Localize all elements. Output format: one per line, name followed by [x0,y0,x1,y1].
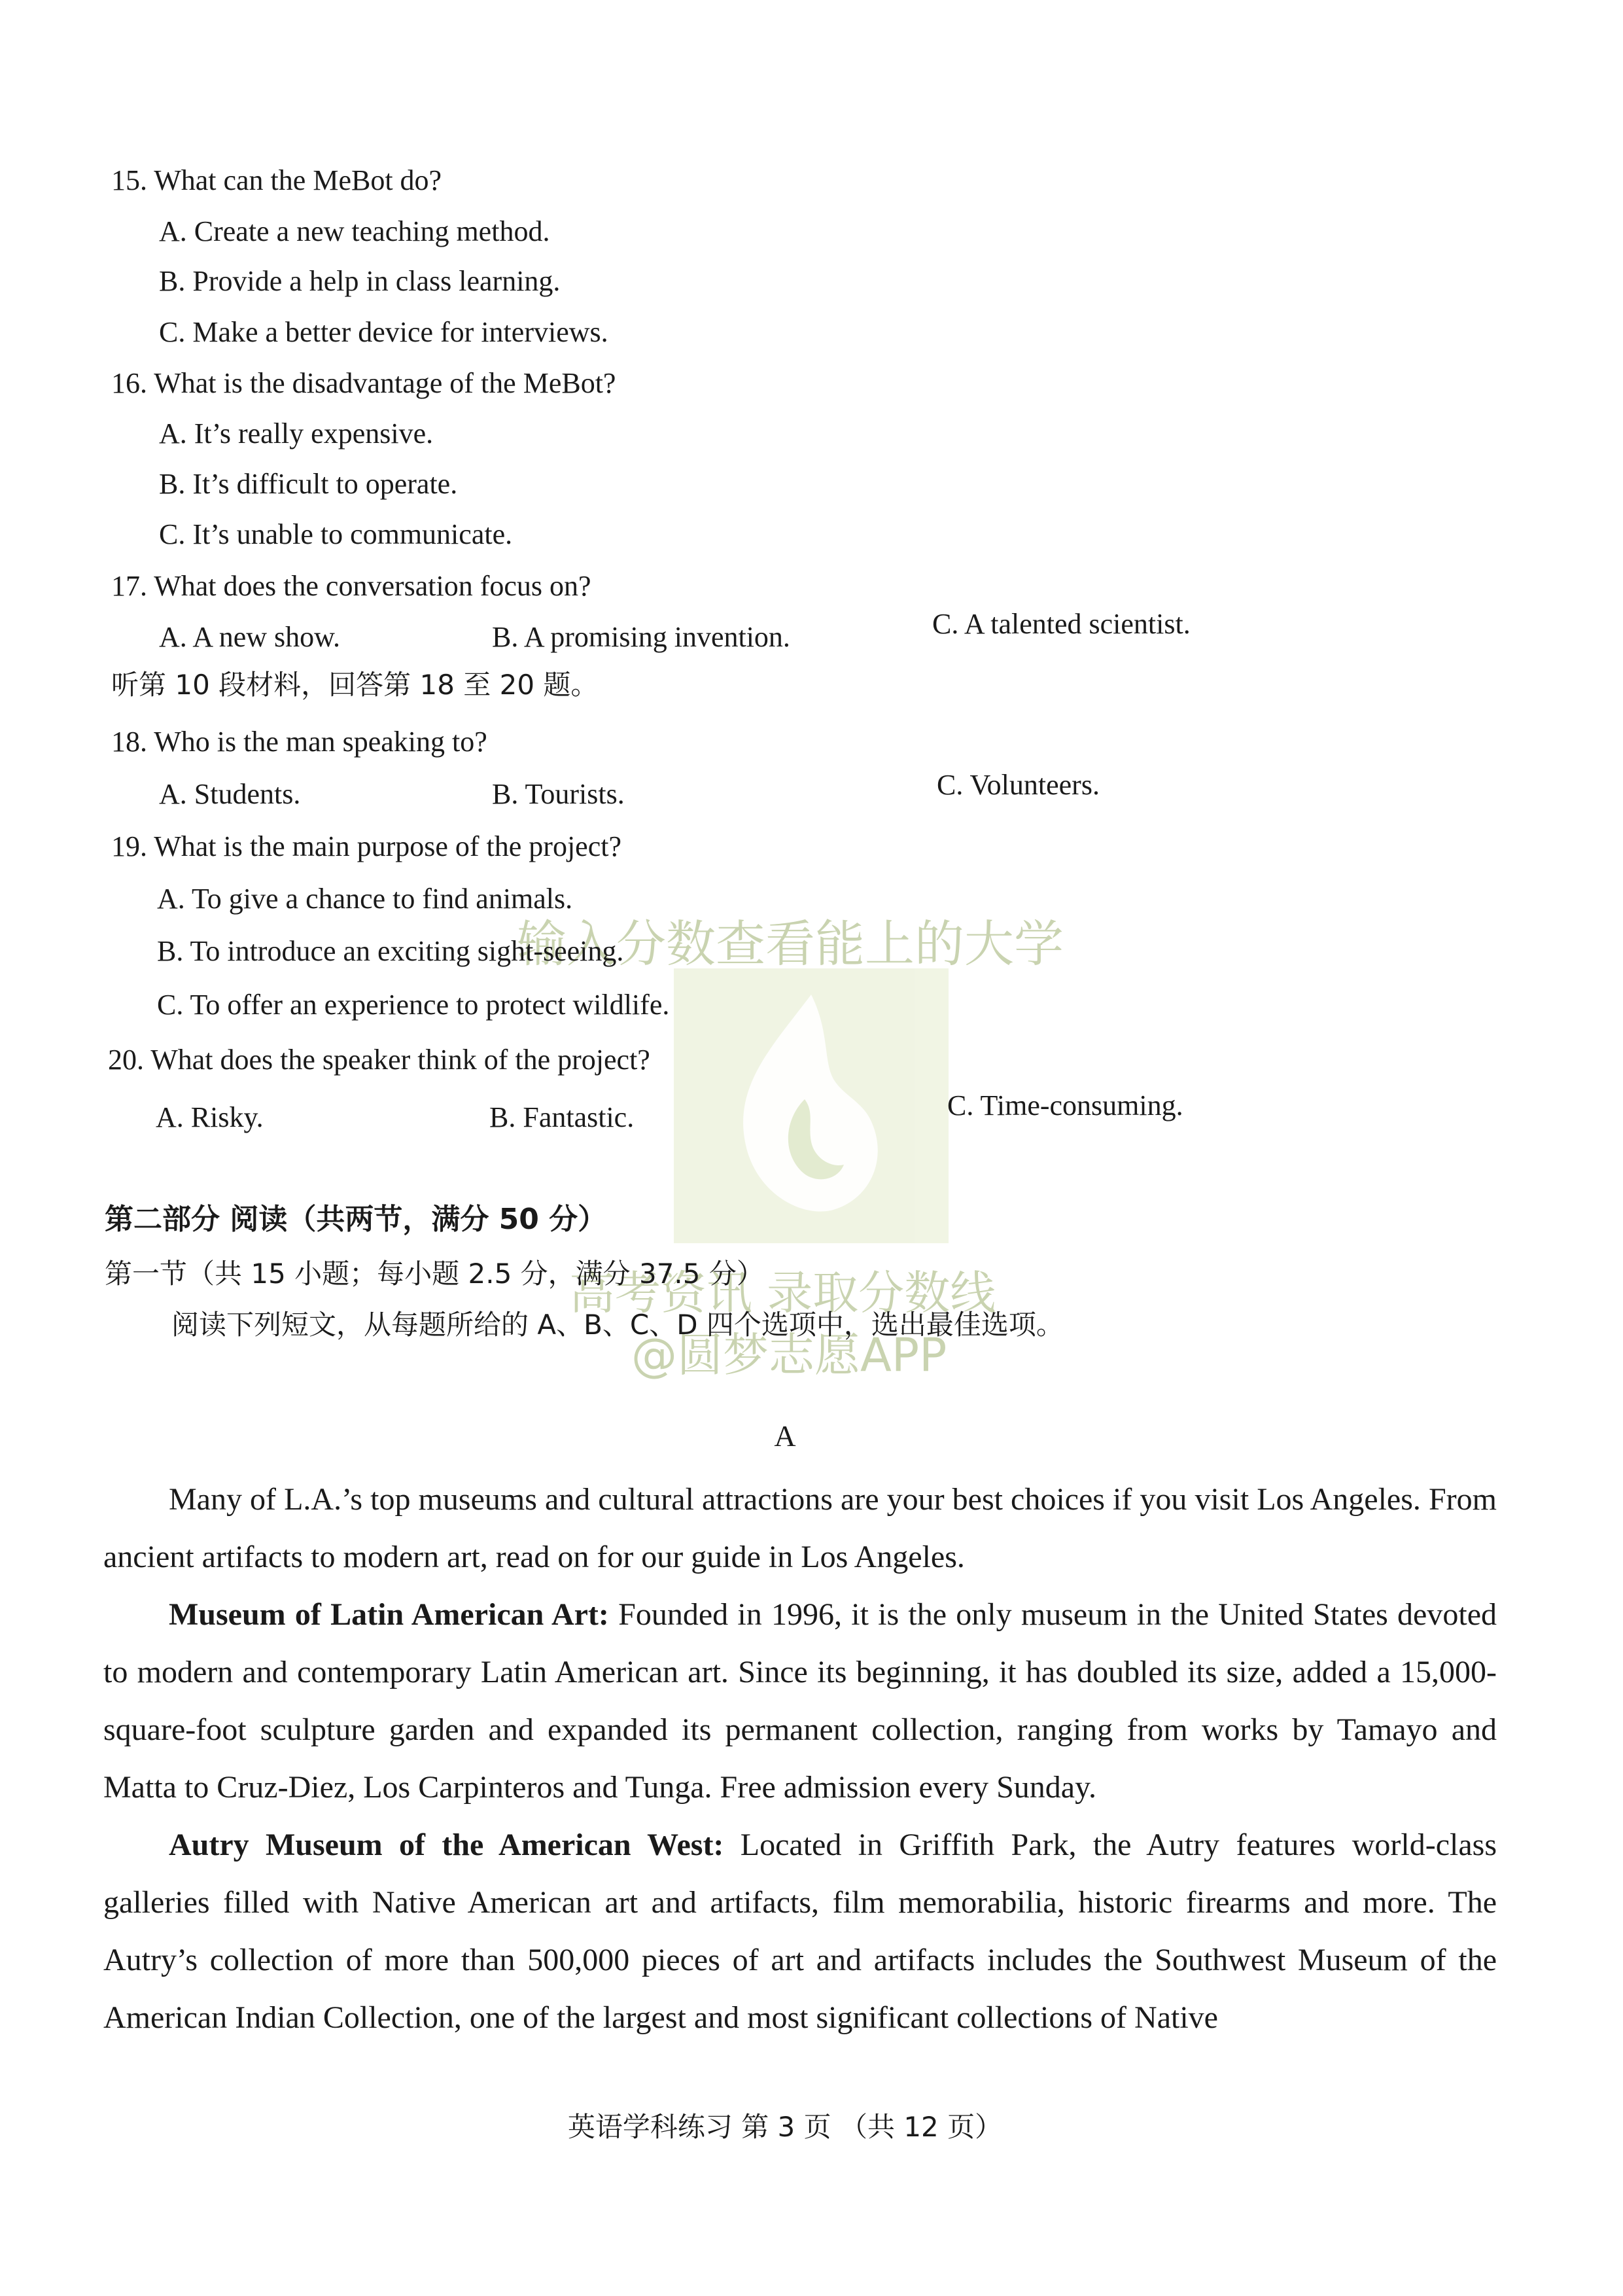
listening-instruction-10: 听第 10 段材料，回答第 18 至 20 题。 [111,669,599,701]
section1-instruction: 阅读下列短文，从每题所给的 A、B、C、D 四个选项中，选出最佳选项。 [171,1309,1064,1341]
question-19-option-a: A. To give a chance to find animals. [157,883,573,915]
museum-1-description: Founded in 1996, it is the only museum in the United States devoted to modern and contemporary Latin American art. Since its beginning, it has doubled its size, added a 15,000-square-foot sculpture garden and expanded its permanent collection, ranging from works by Tamayo and Matta to Cruz-Diez, Los Carpinteros and Tunga. Free admission every Sunday. [103,1597,1497,1805]
question-19-option-b: B. To introduce an exciting sight-seeing. [157,935,624,967]
question-17-option-a: A. A new show. [159,621,341,653]
question-16-option-c: C. It’s unable to communicate. [159,518,513,550]
question-16-option-a: A. It’s really expensive. [159,417,434,450]
museum-2-name: Autry Museum of the American West: [169,1828,724,1862]
question-16-option-b: B. It’s difficult to operate. [159,468,458,500]
question-15-option-b: B. Provide a help in class learning. [159,265,561,297]
question-18-option-a: A. Students. [159,778,301,810]
question-18-options [0,769,1570,817]
watermark-text-1: 输入分数查看能上的大学 [517,915,1064,973]
question-20-stem: 20. What does the speaker think of the project? [108,1044,650,1076]
question-17-stem: 17. What does the conversation focus on? [111,570,591,602]
watermark-text-2: 高考资讯 录取分数线 [569,1266,996,1320]
question-20-options [0,1089,1570,1140]
question-17-option-c: C. A talented scientist. [932,608,1191,640]
question-15-stem: 15. What can the MeBot do? [111,164,442,196]
question-18-option-b: B. Tourists. [492,778,625,810]
question-18-option-c: C. Volunteers. [937,769,1100,801]
question-19-stem: 19. What is the main purpose of the project? [111,830,621,862]
question-15-option-a: A. Create a new teaching method. [159,215,550,247]
passage-intro: Many of L.A.’s top museums and cultural attractions are your best choices if you visit Los Angeles. From ancient artifacts to modern art, read on for our guide in Los Angeles. [103,1482,1497,1574]
museum-2-description: Located in Griffith Park, the Autry features world-class galleries filled with Native American art and artifacts, film memorabilia, historic firearms and more. The Autry’s collection of more than 500,000 pieces of art and artifacts includes the Southwest Museum of the American Indian Collection, one of the largest and most significant collections of Native [103,1828,1497,2035]
question-20-option-a: A. Risky. [156,1101,264,1133]
museum-1-name: Museum of Latin American Art: [169,1597,609,1632]
question-15-option-c: C. Make a better device for interviews. [159,316,608,348]
passage-museum-2 [103,1816,1497,2047]
watermark-text-3: @圆梦志愿APP [631,1328,947,1382]
question-19-option-c: C. To offer an experience to protect wildlife. [157,989,670,1021]
passage-letter: A [774,1419,796,1453]
page-footer: 英语学科练习 第 3 页 （共 12 页） [567,2111,1003,2143]
question-17-option-b: B. A promising invention. [492,621,790,653]
question-17-options [0,608,1570,660]
question-18-stem: 18. Who is the man speaking to? [111,726,487,758]
question-20-option-b: B. Fantastic. [489,1101,635,1133]
question-16-stem: 16. What is the disadvantage of the MeBot? [111,367,616,399]
passage-body [103,1471,1497,2047]
question-20-option-c: C. Time-consuming. [947,1089,1183,1122]
section1-title: 第一节（共 15 小题；每小题 2.5 分，满分 37.5 分） [105,1258,764,1290]
part2-title: 第二部分 阅读（共两节，满分 50 分） [105,1203,607,1236]
passage-museum-1 [103,1586,1497,1816]
